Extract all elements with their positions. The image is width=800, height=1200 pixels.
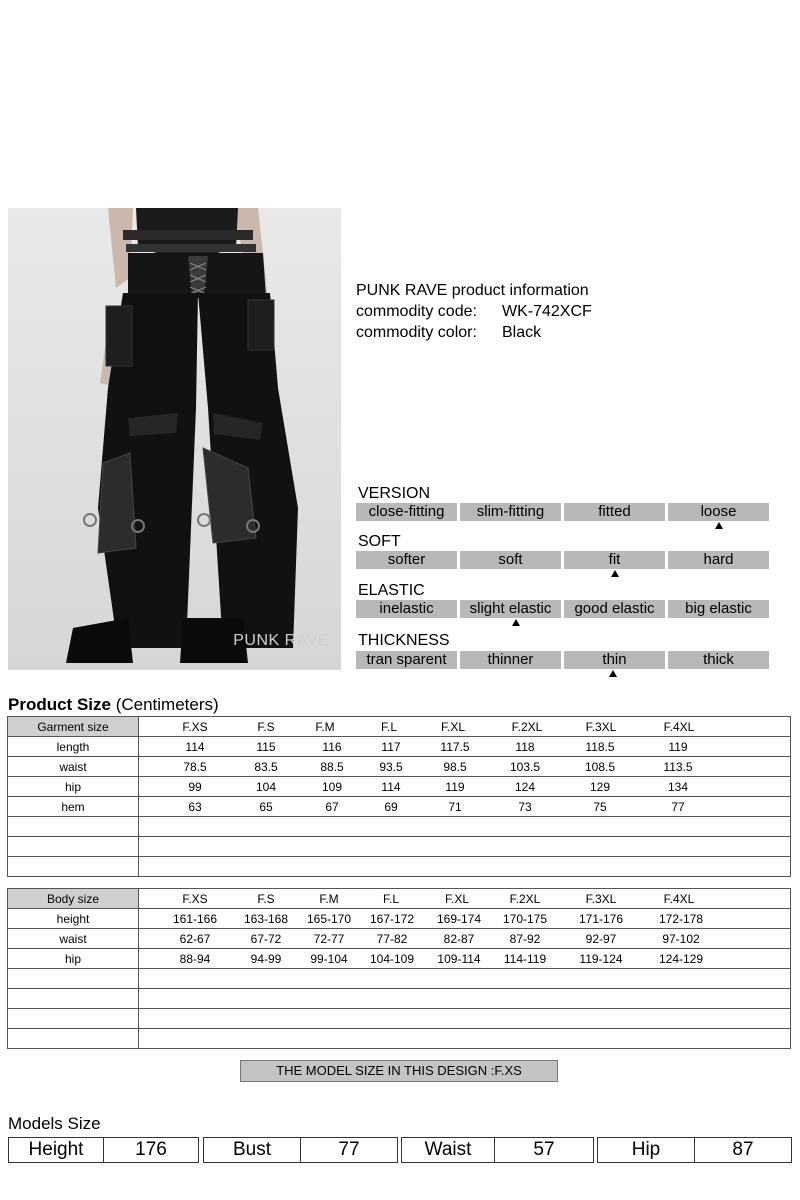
- cell: 169-174: [436, 912, 482, 926]
- size-label: F.M: [315, 720, 335, 734]
- cell: 163-168: [243, 912, 289, 926]
- cell: 88.5: [320, 760, 344, 774]
- row-values: [139, 757, 791, 777]
- empty-cell: [139, 989, 791, 1009]
- scale-option: inelastic: [356, 600, 457, 618]
- cell: 119-124: [579, 952, 623, 966]
- empty-cell: [139, 857, 791, 877]
- product-size-unit: (Centimeters): [115, 695, 219, 714]
- cell: 93.5: [379, 760, 403, 774]
- cell: 62-67: [179, 932, 211, 946]
- cell: 114: [185, 740, 205, 754]
- scale-title-version: VERSION: [358, 485, 431, 502]
- cell: 98.5: [443, 760, 467, 774]
- selected-marker-version: [715, 522, 723, 529]
- cell: 108.5: [584, 760, 616, 774]
- models-size-label: Hip: [597, 1137, 695, 1163]
- models-size-label: Bust: [203, 1137, 301, 1163]
- cell: 161-166: [172, 912, 218, 926]
- cell: 165-170: [306, 912, 352, 926]
- models-size-value: 176: [103, 1137, 199, 1163]
- cell: 87-92: [509, 932, 541, 946]
- cell: 97-102: [662, 932, 700, 946]
- models-size-value: 77: [300, 1137, 398, 1163]
- empty-row: [8, 969, 791, 989]
- scale-row-version: [356, 503, 772, 521]
- pants-illustration: [8, 208, 341, 670]
- table-row: [8, 777, 791, 797]
- empty-row: [8, 837, 791, 857]
- cell: 134: [667, 780, 689, 794]
- scale-option: good elastic: [564, 600, 665, 618]
- table-row: [8, 737, 791, 757]
- cell: 99-104: [310, 952, 348, 966]
- body-size-header: Body size: [8, 889, 139, 909]
- size-label: F.S: [257, 720, 275, 734]
- selected-marker-thickness: [609, 670, 617, 677]
- cell: 65: [259, 800, 273, 814]
- scale-option: softer: [356, 551, 457, 569]
- photo-watermark: PUNK RAVE: [233, 632, 329, 649]
- size-header-cells: [139, 889, 791, 909]
- commodity-code-value: WK-742XCF: [502, 303, 592, 320]
- cell: 119: [668, 740, 688, 754]
- cell: 113.5: [663, 760, 693, 774]
- cell: 171-176: [578, 912, 624, 926]
- scale-title-soft: SOFT: [358, 533, 401, 550]
- size-label: F.XS: [182, 720, 208, 734]
- cell: 73: [518, 800, 532, 814]
- selected-marker-soft: [611, 570, 619, 577]
- empty-cell: [8, 817, 139, 837]
- body-size-table: [7, 888, 791, 1049]
- cell: 63: [188, 800, 202, 814]
- size-label: F.L: [380, 720, 398, 734]
- garment-size-table: [7, 716, 791, 877]
- row-values: [139, 797, 791, 817]
- cell: 129: [589, 780, 611, 794]
- cell: 77-82: [376, 932, 408, 946]
- cell: 104: [255, 780, 277, 794]
- table-header-row: [8, 717, 791, 737]
- models-size-title: Models Size: [8, 1114, 101, 1133]
- scale-row-soft: [356, 551, 772, 569]
- empty-cell: [139, 817, 791, 837]
- row-values: [139, 909, 791, 929]
- scale-option: thick: [668, 651, 769, 669]
- size-label: F.2XL: [511, 720, 543, 734]
- size-label: F.3XL: [585, 892, 617, 906]
- scale-option: slim-fitting: [460, 503, 561, 521]
- scale-option: big elastic: [668, 600, 769, 618]
- row-label: hip: [8, 949, 139, 969]
- cell: 99: [188, 780, 202, 794]
- scale-option: hard: [668, 551, 769, 569]
- row-label: height: [8, 909, 139, 929]
- model-size-note: THE MODEL SIZE IN THIS DESIGN :F.XS: [240, 1060, 558, 1082]
- empty-row: [8, 1029, 791, 1049]
- size-label: F.XL: [444, 892, 470, 906]
- scale-option: loose: [668, 503, 769, 521]
- scale-row-thickness: [356, 651, 772, 669]
- size-label: F.XS: [182, 892, 208, 906]
- cell: 124: [514, 780, 536, 794]
- cell: 82-87: [443, 932, 475, 946]
- row-label: hem: [8, 797, 139, 817]
- table-row: [8, 909, 791, 929]
- empty-cell: [139, 837, 791, 857]
- cell: 78.5: [183, 760, 207, 774]
- product-size-title: [8, 695, 219, 715]
- models-size-value: 57: [494, 1137, 594, 1163]
- info-heading: PUNK RAVE product information: [356, 282, 589, 299]
- size-label: F.S: [257, 892, 275, 906]
- cell: 117.5: [440, 740, 470, 754]
- empty-cell: [8, 837, 139, 857]
- scale-option: tran sparent: [356, 651, 457, 669]
- cell: 77: [671, 800, 685, 814]
- cell: 104-109: [369, 952, 415, 966]
- cell: 115: [256, 740, 276, 754]
- cell: 118.5: [585, 740, 615, 754]
- row-label: length: [8, 737, 139, 757]
- selected-marker-elastic: [512, 619, 520, 626]
- empty-cell: [139, 1009, 791, 1029]
- empty-row: [8, 817, 791, 837]
- empty-cell: [8, 857, 139, 877]
- cell: 94-99: [250, 952, 282, 966]
- cell: 88-94: [179, 952, 211, 966]
- row-values: [139, 737, 791, 757]
- cell: 124-129: [658, 952, 704, 966]
- cell: 114: [381, 780, 401, 794]
- scale-option: fit: [564, 551, 665, 569]
- scale-option: soft: [460, 551, 561, 569]
- cell: 67: [325, 800, 339, 814]
- size-label: F.3XL: [585, 720, 617, 734]
- commodity-color-value: Black: [502, 324, 542, 341]
- cell: 172-178: [658, 912, 704, 926]
- scale-option: slight elastic: [460, 600, 561, 618]
- empty-cell: [8, 1009, 139, 1029]
- table-row: [8, 797, 791, 817]
- row-values: [139, 929, 791, 949]
- commodity-code-row: [356, 303, 592, 321]
- cell: 103.5: [509, 760, 541, 774]
- empty-cell: [8, 1029, 139, 1049]
- models-size-label: Height: [8, 1137, 104, 1163]
- table-row: [8, 929, 791, 949]
- commodity-color-row: [356, 324, 542, 342]
- cell: 67-72: [250, 932, 282, 946]
- scale-option: fitted: [564, 503, 665, 521]
- cell: 72-77: [313, 932, 345, 946]
- cell: 69: [384, 800, 398, 814]
- scale-title-thickness: THICKNESS: [358, 632, 450, 649]
- row-label: waist: [8, 929, 139, 949]
- cell: 118: [515, 740, 535, 754]
- cell: 83.5: [254, 760, 278, 774]
- size-label: F.L: [382, 892, 400, 906]
- size-label: F.4XL: [663, 720, 695, 734]
- cell: 92-97: [585, 932, 617, 946]
- empty-cell: [139, 969, 791, 989]
- cell: 170-175: [502, 912, 548, 926]
- scale-row-elastic: [356, 600, 772, 618]
- size-label: F.2XL: [509, 892, 541, 906]
- empty-cell: [8, 969, 139, 989]
- commodity-code-label: commodity code:: [356, 303, 477, 320]
- row-label: waist: [8, 757, 139, 777]
- scale-option: thin: [564, 651, 665, 669]
- scale-title-elastic: ELASTIC: [358, 582, 425, 599]
- scale-option: close-fitting: [356, 503, 457, 521]
- cell: 75: [593, 800, 607, 814]
- size-label: F.XL: [440, 720, 466, 734]
- product-photo: [8, 208, 341, 670]
- empty-row: [8, 1009, 791, 1029]
- empty-row: [8, 989, 791, 1009]
- table-row: [8, 757, 791, 777]
- cell: 114-119: [503, 952, 547, 966]
- garment-size-header: Garment size: [8, 717, 139, 737]
- empty-cell: [139, 1029, 791, 1049]
- cell: 116: [322, 740, 342, 754]
- size-label: F.4XL: [663, 892, 695, 906]
- size-header-cells: [139, 717, 791, 737]
- table-header-row: [8, 889, 791, 909]
- cell: 167-172: [369, 912, 415, 926]
- scale-option: thinner: [460, 651, 561, 669]
- empty-row: [8, 857, 791, 877]
- cell: 109: [321, 780, 343, 794]
- product-size-heading: Product Size: [8, 695, 111, 714]
- cell: 117: [381, 740, 401, 754]
- size-label: F.M: [319, 892, 339, 906]
- empty-cell: [8, 989, 139, 1009]
- cell: 109-114: [437, 952, 481, 966]
- cell: 119: [445, 780, 465, 794]
- models-size-label: Waist: [401, 1137, 495, 1163]
- row-values: [139, 777, 791, 797]
- commodity-color-label: commodity color:: [356, 324, 477, 341]
- table-row: [8, 949, 791, 969]
- row-label: hip: [8, 777, 139, 797]
- cell: 71: [448, 800, 462, 814]
- row-values: [139, 949, 791, 969]
- models-size-value: 87: [694, 1137, 792, 1163]
